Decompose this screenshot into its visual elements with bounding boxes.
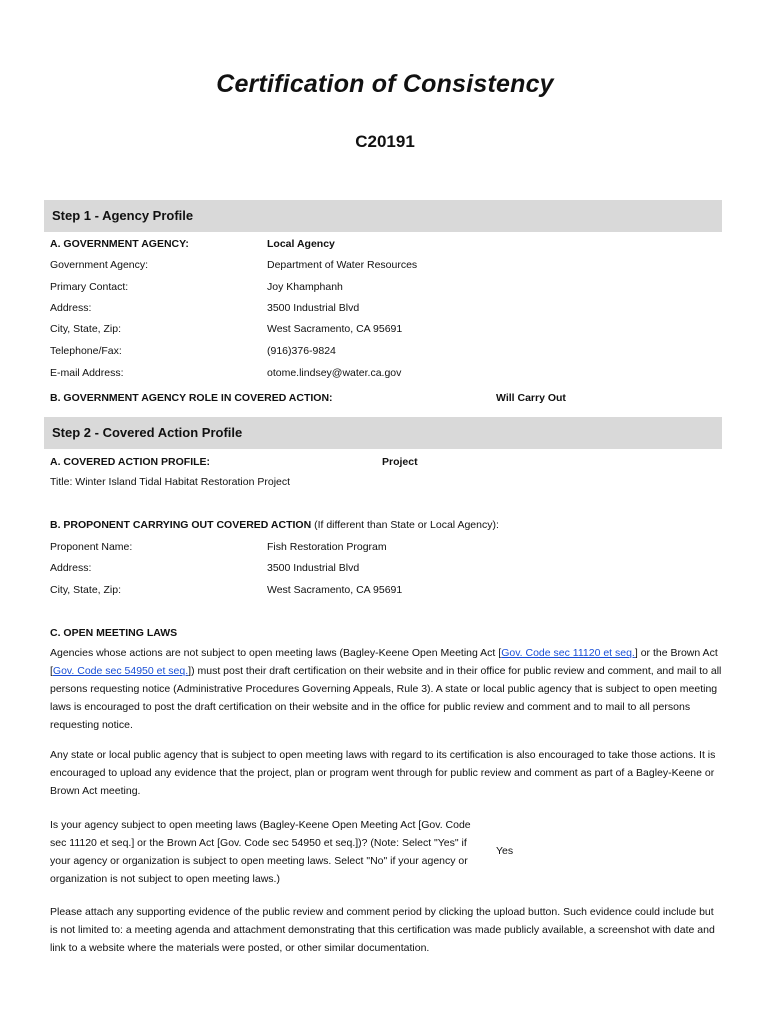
- gov-code-54950-link[interactable]: Gov. Code sec 54950 et seq.: [52, 665, 189, 677]
- proponent-heading-row: [50, 517, 720, 533]
- open-meeting-heading-row: [50, 625, 720, 641]
- agency-role-value: Will Carry Out: [496, 392, 566, 404]
- covered-action-type: Project: [382, 456, 418, 468]
- agency-role-label: B. GOVERNMENT AGENCY ROLE IN COVERED ACTION:: [50, 392, 333, 404]
- field-label: Government Agency:: [50, 259, 149, 271]
- proponent-heading-note: (If different than State or Local Agency):: [311, 519, 499, 531]
- field-label: City, State, Zip:: [50, 323, 121, 335]
- paragraph-text: Agencies whose actions are not subject to open meeting laws (Bagley-Keene Open Meeting Act [: [50, 647, 502, 659]
- paragraph-text: ] or the Brown Act [: [50, 647, 718, 677]
- field-row-telephone: [50, 343, 720, 359]
- field-row-email: [50, 365, 720, 381]
- certification-id: C20191: [355, 132, 415, 151]
- field-label: E-mail Address:: [50, 367, 124, 379]
- encouragement-paragraph: Any state or local public agency that is subject to open meeting laws with regard to its certification is also encouraged to take those actions. It is encouraged to upload any evidence that the project, plan or program went through for public review and comment as part of a Bagley-Keene or Brown Act meeting.: [50, 749, 716, 797]
- open-meeting-heading: C. OPEN MEETING LAWS: [50, 627, 178, 639]
- document-title: Certification of Consistency: [216, 70, 554, 98]
- field-value: 3500 Industrial Blvd: [267, 562, 360, 574]
- paragraph-text: ]) must post their draft certification on their website and in their office for public review and comment, and mail to all persons requesting notice (Administrative Procedures Governing Appeals, Rule 3). A state or local public agency that is subject to open meeting laws is encouraged to post the draft certification on their website and in the office for public review and comment and to mail to all persons requesting notice.: [50, 665, 722, 731]
- open-meeting-answer[interactable]: Yes: [496, 845, 514, 857]
- field-label: Proponent Name:: [50, 541, 133, 553]
- supporting-evidence-paragraph: Please attach any supporting evidence of the public review and comment period by clicking the upload button. Such evidence could include but is not limited to: a meeting agenda and attachment demonstrating that this certification was made publicly available, a screenshot with date and link to a website where the materials were posted, or other similar documentation.: [50, 906, 715, 954]
- government-agency-section-label: A. GOVERNMENT AGENCY:: [50, 238, 189, 250]
- proponent-heading: [50, 517, 499, 533]
- field-row-city-state-zip: [50, 321, 720, 337]
- field-row-proponent-city: [50, 582, 720, 598]
- field-value: West Sacramento, CA 95691: [267, 323, 403, 335]
- field-value: West Sacramento, CA 95691: [267, 584, 403, 596]
- field-value: Joy Khamphanh: [267, 281, 343, 293]
- field-value: otome.lindsey@water.ca.gov: [267, 367, 402, 379]
- project-title: Title: Winter Island Tidal Habitat Restoration Project: [50, 476, 291, 488]
- step1-heading: Step 1 - Agency Profile: [44, 200, 722, 232]
- field-row-government-agency: [50, 257, 720, 273]
- field-row-primary-contact: [50, 279, 720, 295]
- gov-code-11120-link[interactable]: Gov. Code sec 11120 et seq.: [501, 647, 635, 659]
- field-label: Primary Contact:: [50, 281, 129, 293]
- step2-heading: Step 2 - Covered Action Profile: [44, 417, 722, 449]
- field-label: Telephone/Fax:: [50, 345, 122, 357]
- field-row-proponent-address: [50, 560, 720, 576]
- government-agency-type: Local Agency: [267, 238, 335, 250]
- project-title-row: [50, 474, 720, 490]
- field-value: 3500 Industrial Blvd: [267, 302, 360, 314]
- proponent-heading-label: B. PROPONENT CARRYING OUT COVERED ACTION: [50, 519, 312, 531]
- field-value: Fish Restoration Program: [267, 541, 387, 553]
- field-row-proponent-name: [50, 539, 720, 555]
- open-meeting-paragraph: [50, 644, 722, 734]
- field-label: Address:: [50, 562, 92, 574]
- field-label: City, State, Zip:: [50, 584, 121, 596]
- field-value: (916)376-9824: [267, 345, 336, 357]
- field-row-address: [50, 300, 720, 316]
- covered-action-label: A. COVERED ACTION PROFILE:: [50, 456, 211, 468]
- government-agency-row: [50, 236, 720, 252]
- field-value: Department of Water Resources: [267, 259, 418, 271]
- covered-action-row: [50, 454, 720, 470]
- open-meeting-question: Is your agency subject to open meeting laws (Bagley-Keene Open Meeting Act [Gov. Code sec 11120 et seq.] or the Brown Act [Gov. Code sec 54950 et seq.])? (Note: Select "Yes" if your agency or organization is subject to open meeting laws. Select "No" if your agency or organization is not subject to open meeting laws.): [50, 819, 471, 885]
- agency-role-row: [50, 390, 720, 406]
- field-label: Address:: [50, 302, 92, 314]
